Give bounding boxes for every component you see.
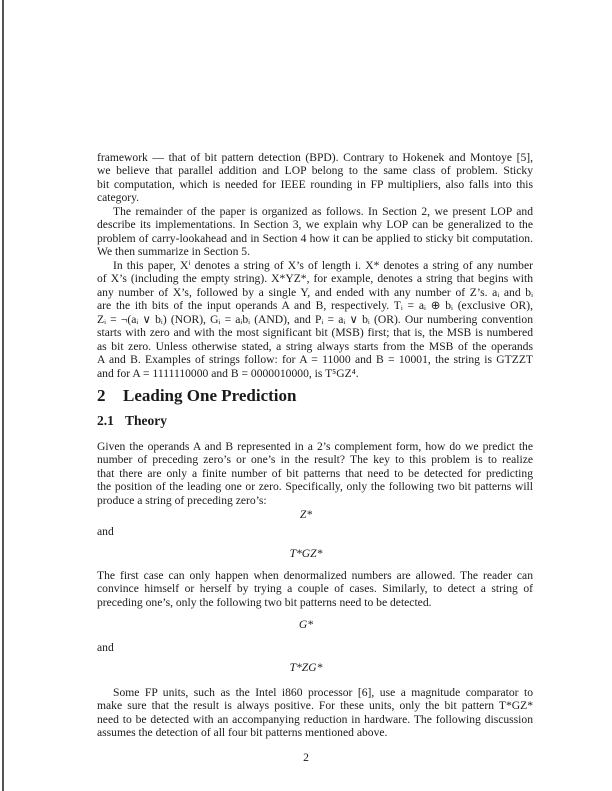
equation-t-z-g: T*ZG* [289,661,323,674]
paragraph-line: produce a string of preceding zero’s: [97,493,267,507]
paragraph-line: any number of X’s, followed by a single Y, and ended with any number of Z’s. aᵢ and bᵢ [97,285,533,299]
paragraph-line: are the ith bits of the input operands A and B, respectively. Tᵢ = aᵢ ⊕ bᵢ (exclusive OR), [97,299,533,313]
paragraph-line: describe its implementations. In Section 3, we explain why LOP can be generalized to the [97,218,533,232]
paragraph-line: the position of the leading one or zero. Specifically, only the following two bit patterns will [97,480,533,494]
paragraph-line: assumes the detection of all four bit patterns mentioned above. [97,726,388,740]
paragraph-line: starts with zero and with the most significant bit (MSB) first; that is, the MSB is numbered [97,326,533,340]
paragraph-line: bit computation, which is needed for IEEE rounding in FP multipliers, also falls into this [97,177,533,191]
and-text: and [97,525,114,538]
paragraph-line: The first case can only happen when denormalized numbers are allowed. The reader can [97,569,533,582]
paragraph-line: that there are only a finite number of bit patterns that need to be detected for predicting [97,466,533,480]
paragraph-line: number of preceding zero’s or one’s in the result? The key to this problem is to realize [97,453,533,467]
paragraph-line: Given the operands A and B represented in a 2’s complement form, how do we predict the [97,440,533,453]
equation-g-star: G* [298,618,314,631]
paragraph-line: category. [97,191,140,205]
paragraph-line: We then summarize in Section 5. [97,245,250,259]
and-text: and [97,641,114,654]
section-heading: 2 Leading One Prediction [97,386,297,405]
paragraph-line: The remainder of the paper is organized as follows. In Section 2, we present LOP and [113,205,533,218]
paragraph-line: make sure that the result is always positive. For these units, only the bit pattern T*GZ* [97,699,533,713]
paragraph-line: of X’s (including the empty string). X*YZ*, for example, denotes a string that begins with [97,272,533,286]
paragraph-line: Zᵢ = ¬(aᵢ ∨ bᵢ) (NOR), Gᵢ = aᵢbᵢ (AND), and Pᵢ = aᵢ ∨ bᵢ (OR). Our numbering convention [97,312,533,326]
paragraph-line: need to be detected with an accompanying reduction in hardware. The following discussion [97,712,533,726]
paragraph-line: and for A = 1111110000 and B = 0000010000, is T⁵GZ⁴. [97,366,359,380]
paragraph-line: as bit zero. Unless otherwise stated, a string always starts from the MSB of the operands [97,339,533,353]
subsection-heading: 2.1 Theory [97,413,167,428]
paragraph-line: A and B. Examples of strings follow: for A = 11000 and B = 10001, the string is GTZZT [97,353,533,367]
paragraph-line: convince himself or herself by trying a couple of cases. Similarly, to detect a string of [97,582,533,596]
equation-z-star: Z* [299,508,313,521]
paragraph-line: we believe that parallel addition and LOP belong to the same class of problem. Sticky [97,164,533,178]
equation-t-g-z: T*GZ* [289,547,323,560]
page-number: 2 [303,751,309,764]
paragraph-line: preceding one’s, only the following two bit patterns need to be detected. [97,595,432,609]
paragraph-line: In this paper, Xⁱ denotes a string of X’s of length i. X* denotes a string of any number [113,259,533,272]
paragraph-line: Some FP units, such as the Intel i860 processor [6], use a magnitude comparator to [113,686,533,699]
paragraph-line: problem of carry-lookahead and in Section 4 how it can be applied to sticky bit computation. [97,231,533,245]
paragraph-line: framework — that of bit pattern detection (BPD). Contrary to Hokenek and Montoye [5], [97,151,533,164]
